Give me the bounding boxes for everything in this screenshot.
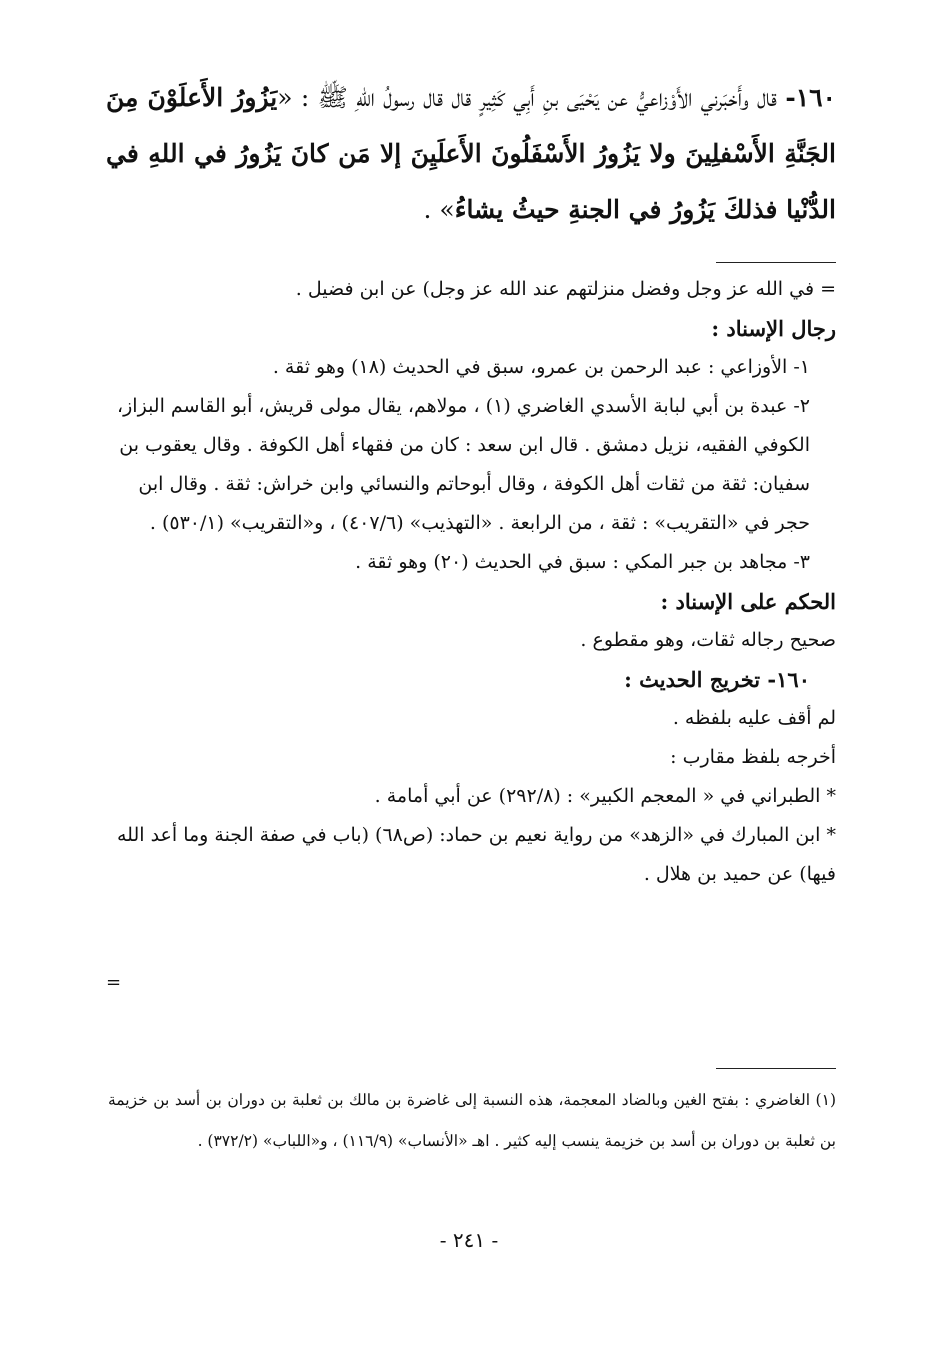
takhrij-line-1: لم أقف عليه بلفظه . <box>672 707 836 729</box>
source-1: * الطبراني في « المعجم الكبير» : (٢٩٢/٨) عن أبي أمامة . <box>374 785 836 807</box>
hadith-close: » . <box>423 195 455 224</box>
hadith-text <box>106 70 836 238</box>
footnote-divider <box>716 1068 836 1069</box>
footnote-text: (١) الغاضري : بفتح الغين وبالضاد المعجمة، هذه النسبة إلى غاضرة بن مالك بن ثعلبة بن دوران بن أسد بن خزيمة بن ثعلبة بن دوران بن أسد بن خزيمة ينسب إليه كثير . اهـ «الأنساب» (١١٦/٩) ، و«اللباب» (٣٧٢/٢) . <box>108 1091 836 1150</box>
commentary <box>106 270 836 993</box>
footnote <box>108 1080 836 1162</box>
ruling-heading: الحكم على الإسناد : <box>660 589 836 614</box>
hadith-matn: يَزُورُ الأَعلَوْنَ مِنَ الجَنَّةِ الأَسْفلِينَ ولا يَزُورُ الأَسْفَلُونَ الأَعلَيِنَ إلا مَن كانَ يَزُورُ في اللهِ في الدُّنْيا فذلكَ يَزُورُ في الجنةِ حيثُ يشاءُ <box>106 83 836 224</box>
narrator-1: ١- الأوزاعي : عبد الرحمن بن عمرو، سبق في الحديث (١٨) وهو ثقة . <box>272 356 810 378</box>
takhrij-line-2: أخرجه بلفظ مقارب : <box>670 746 836 768</box>
source-2: * ابن المبارك في «الزهد» من رواية نعيم بن حماد: (ص٦٨) (باب في صفة الجنة وما أعد الله فيها) عن حميد بن هلال . <box>116 824 836 885</box>
continues-mark: = <box>106 972 122 993</box>
takhrij-heading: ١٦٠- تخريج الحديث : <box>624 667 810 692</box>
top-divider <box>716 262 836 263</box>
ruling-text: صحيح رجاله ثقات، وهو مقطوع . <box>580 629 836 651</box>
narrator-2: ٢- عبدة بن أبي لبابة الأسدي الغاضري (١) ، مولاهم، يقال مولى قريش، أبو القاسم البزاز، الكوفي الفقيه، نزيل دمشق . قال ابن سعد : كان من فقهاء أهل الكوفة . وقال يعقوب بن سفيان: ثقة من ثقات أهل الكوفة ، وقال أبوحاتم والنسائي وابن خراش: ثقة . وقال ابن حجر في «التقريب» : ثقة ، من الرابعة . «التهذيب» (٤٠٧/٦) ، و«التقريب» (٥٣٠/١) . <box>117 395 810 534</box>
narrator-3: ٣- مجاهد بن جبر المكي : سبق في الحديث (٢٠) وهو ثقة . <box>355 551 810 573</box>
continuation-line: = في الله عز وجل وفضل منزلتهم عند الله عز وجل) عن ابن فضيل . <box>295 278 836 300</box>
narrators-heading: رجال الإسناد : <box>711 316 836 341</box>
hadith-number: ١٦٠- <box>785 83 836 112</box>
hadith-intro: قال وأَخبَرني الأَوْزاعيُّ عن يَحْيَى بنِ أَبِي كَثِيرٍ قال قال رسولُ اللهِ ﷺ : « <box>277 83 777 112</box>
page-number: - ٢٤١ - <box>439 1228 499 1252</box>
